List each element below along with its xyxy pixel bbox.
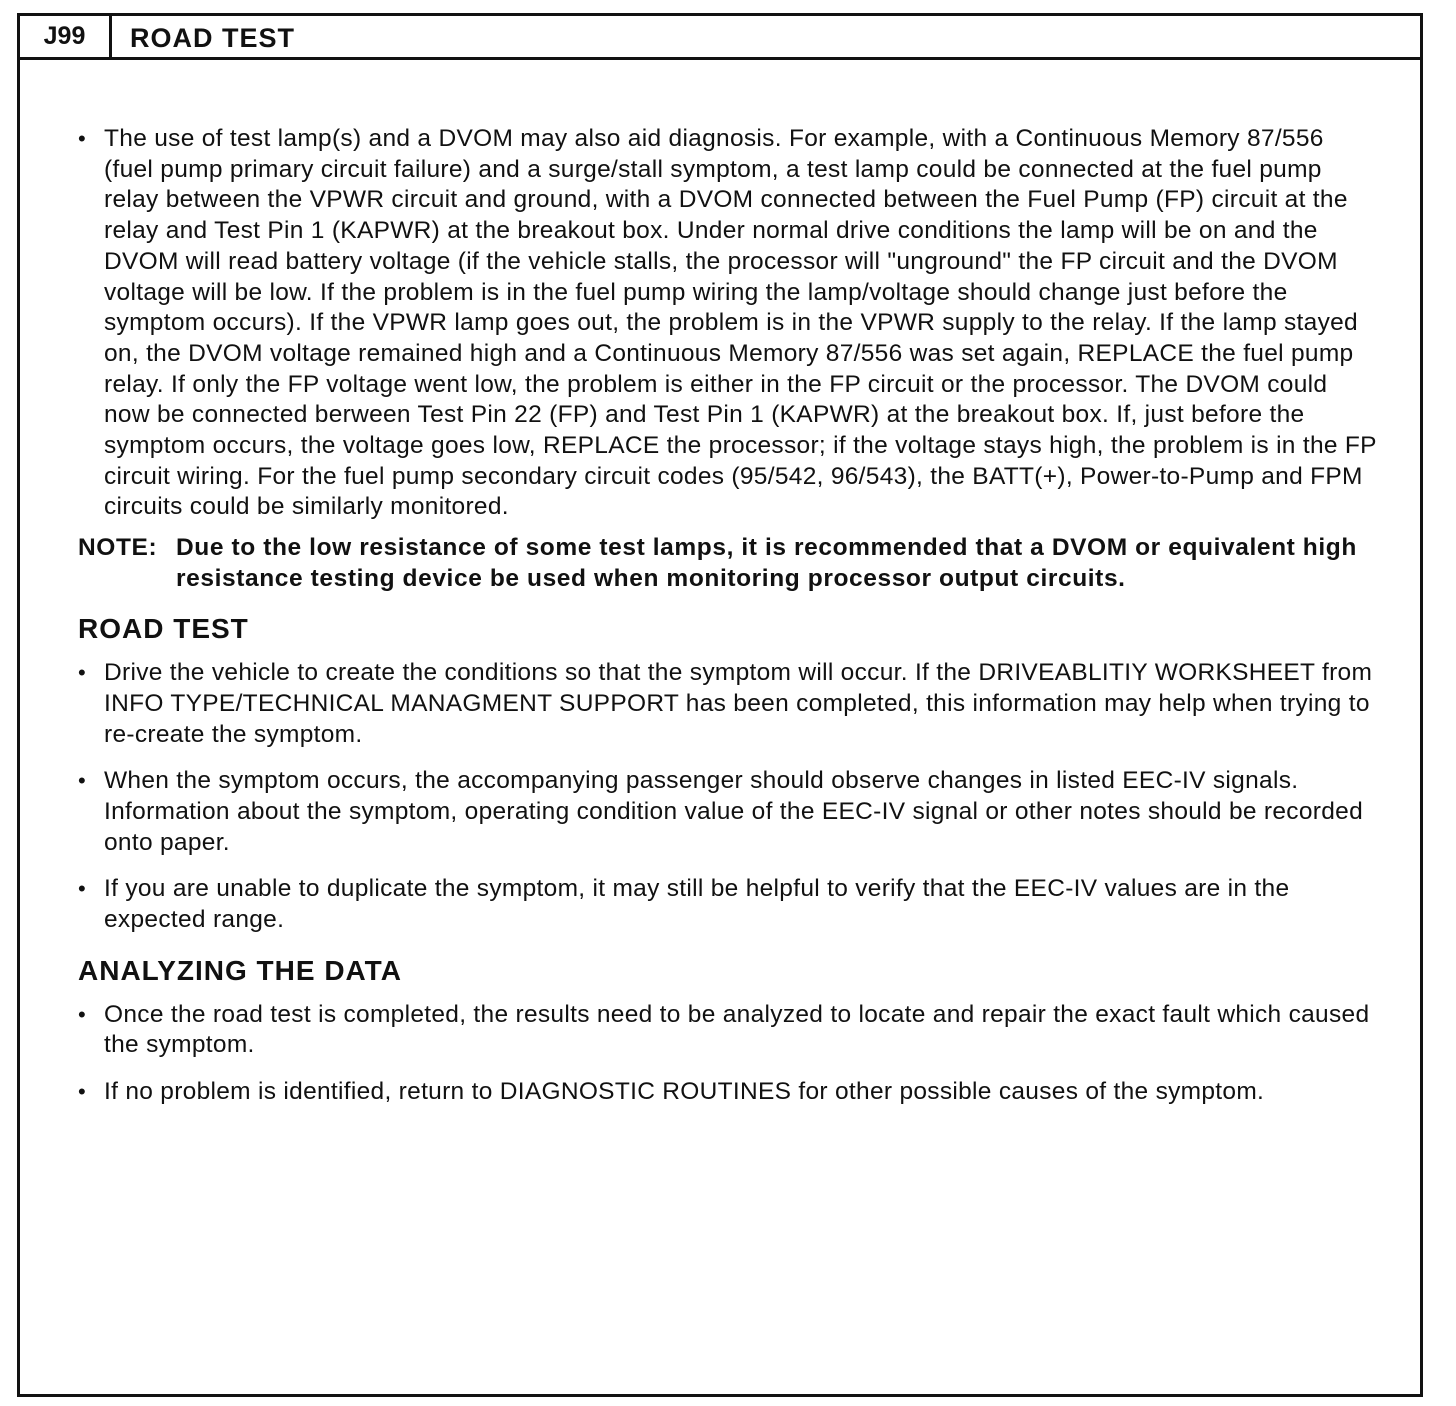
analyzing-bullet-1: • Once the road test is completed, the results need to be analyzed to locate and repair the exact fault which caused the symptom. bbox=[78, 1000, 1378, 1061]
road-test-bullet-3: • If you are unable to duplicate the symptom, it may still be helpful to verify that the EEC-IV values are in the expected range. bbox=[78, 874, 1378, 935]
header-bar bbox=[20, 16, 1420, 60]
intro-bullet: • The use of test lamp(s) and a DVOM may also aid diagnosis. For example, with a Continuous Memory 87/556 (fuel pump primary circuit failure) and a surge/stall symptom, a test lamp could be connected at the fuel pump relay between the VPWR circuit and ground, with a DVOM connected between the Fuel Pump (FP) circuit at the relay and Test Pin 1 (KAPWR) at the breakout box. Under normal drive conditions the lamp will be on and the DVOM will read battery voltage (if the vehicle stalls, the processor will "unground" the FP circuit and the DVOM voltage will be low. If the problem is in the fuel pump wiring the lamp/voltage should change just before the symptom occurs). If the VPWR lamp goes out, the problem is in the VPWR supply to the relay. If the lamp stayed on, the DVOM voltage remained high and a Continuous Memory 87/556 was set again, REPLACE the fuel pump relay. If only the FP voltage went low, the problem is either in the FP circuit or the processor. The DVOM could now be connected berween Test Pin 22 (FP) and Test Pin 1 (KAPWR) at the breakout box. If, just before the symptom occurs, the voltage goes low, REPLACE the processor; if the voltage stays high, the problem is in the FP circuit wiring. For the fuel pump secondary circuit codes (95/542, 96/543), the BATT(+), Power-to-Pump and FPM circuits could be similarly monitored. bbox=[78, 124, 1378, 523]
document-body bbox=[78, 124, 1378, 1108]
road-test-bullet-1: • Drive the vehicle to create the conditions so that the symptom will occur. If the DRIVEABLITIY WORKSHEET from INFO TYPE/TECHNICAL MANAGMENT SUPPORT has been completed, this information may help when trying to re-create the symptom. bbox=[78, 658, 1378, 750]
road-test-bullet-2: • When the symptom occurs, the accompanying passenger should observe changes in listed EEC-IV signals. Information about the symptom, operating condition value of the EEC-IV signal or other notes should be recorded onto paper. bbox=[78, 766, 1378, 858]
note-block bbox=[78, 533, 1378, 594]
section-code: J99 bbox=[20, 16, 112, 57]
note-text: Due to the low resistance of some test lamps, it is recommended that a DVOM or equivalent high resistance testing device be used when monitoring processor output circuits. bbox=[176, 534, 1357, 592]
analyzing-heading: ANALYZING THE DATA bbox=[78, 954, 402, 986]
section-title: ROAD TEST bbox=[130, 23, 296, 53]
analyzing-bullet-2: • If no problem is identified, return to DIAGNOSTIC ROUTINES for other possible causes of the symptom. bbox=[78, 1077, 1378, 1108]
road-test-heading: ROAD TEST bbox=[78, 613, 249, 645]
note-label: NOTE: bbox=[78, 534, 158, 562]
